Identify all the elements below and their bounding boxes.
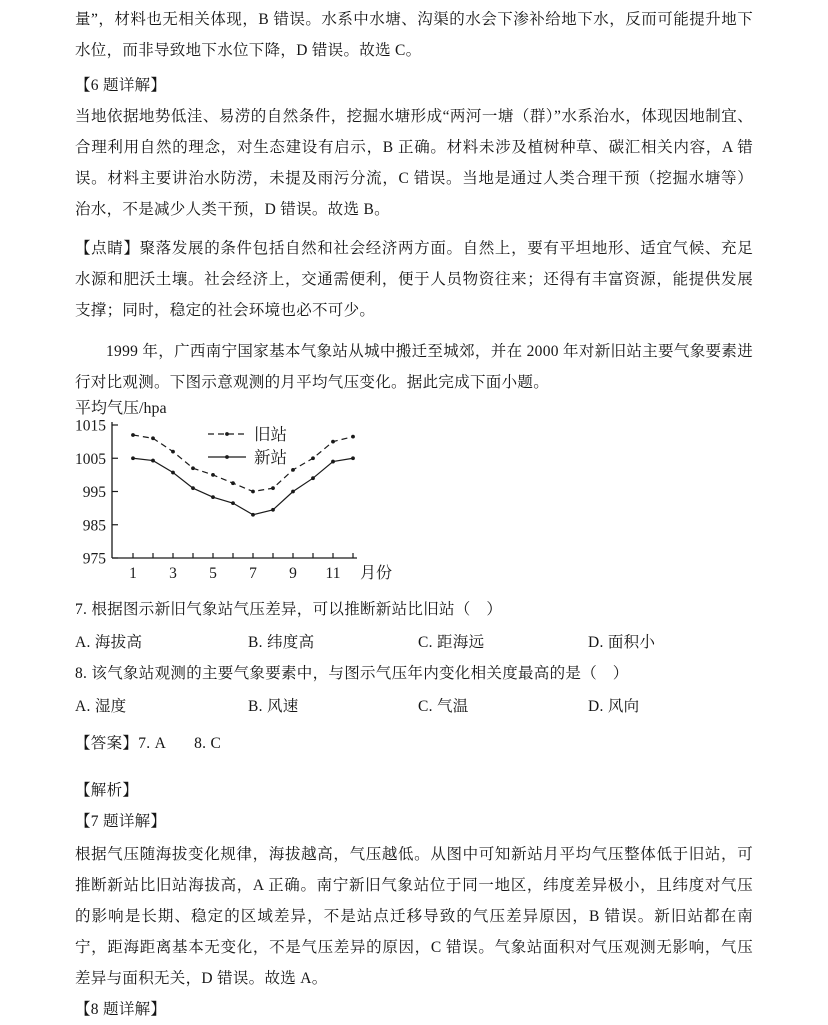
question-8-stem: 8. 该气象站观测的主要气象要素中，与图示气压年内变化相关度最高的是（ ） bbox=[75, 665, 629, 682]
question-8-options bbox=[75, 691, 753, 722]
svg-text:11: 11 bbox=[325, 565, 341, 582]
pressure-line-chart bbox=[75, 400, 753, 594]
svg-text:3: 3 bbox=[169, 565, 177, 582]
pressure-line-chart-svg bbox=[75, 400, 420, 592]
svg-text:新站: 新站 bbox=[254, 448, 287, 467]
question-7-stem: 7. 根据图示新旧气象站气压差异，可以推断新站比旧站（ ） bbox=[75, 601, 503, 618]
svg-text:985: 985 bbox=[82, 517, 106, 535]
question-7-options bbox=[75, 627, 753, 658]
heading-q7-detail: 【7 题详解】 bbox=[75, 812, 167, 830]
svg-text:5: 5 bbox=[209, 565, 217, 582]
question-8 bbox=[75, 658, 753, 722]
paragraph-dianjing: 【点睛】聚落发展的条件包括自然和社会经济两方面。自然上，要有平坦地形、适宜气候、充足水源和肥沃土壤。社会经济上，交通需便利，便于人员物资往来；还得有丰富资源，能提供发展支撑；同时，稳定的社会环境也必不可少。 bbox=[75, 240, 753, 319]
q8-option-b: B. 风速 bbox=[248, 698, 299, 715]
answer-q8: 8. C bbox=[194, 735, 222, 752]
answer-label: 【答案】 bbox=[75, 735, 139, 752]
paragraph-q5-continuation: 量”，材料也无相关体现，B 错误。水系中水塘、沟渠的水会下渗补给地下水，反而可能提升地下水位，而非导致地下水位下降，D 错误。故选 C。 bbox=[75, 11, 753, 59]
svg-text:995: 995 bbox=[82, 484, 106, 501]
svg-text:旧站: 旧站 bbox=[254, 425, 287, 444]
svg-text:月份: 月份 bbox=[360, 565, 393, 582]
analysis-label: 【解析】 bbox=[75, 781, 139, 799]
svg-text:1: 1 bbox=[129, 565, 137, 582]
q8-option-d: D. 风向 bbox=[588, 698, 640, 715]
q8-option-a: A. 湿度 bbox=[75, 698, 127, 715]
paragraph-q7-detail: 根据气压随海拔变化规律，海拔越高，气压越低。从图中可知新站月平均气压整体低于旧站，可推断新站比旧站海拔高，A 正确。南宁新旧气象站位于同一地区，纬度差异极小，且纬度对气压的影响是长期、稳定的区域差异，不是站点迁移导致的气压差异原因，B 错误。新旧站都在南宁，距海距离基本无变化，不是气压差异的原因，C 错误。气象站面积对气压观测无影响，气压差异与面积无关，D 错误。故选 A。 bbox=[75, 845, 753, 987]
q7-option-d: D. 面积小 bbox=[588, 634, 656, 651]
svg-text:7: 7 bbox=[249, 565, 257, 582]
question-7 bbox=[75, 594, 753, 658]
answer-q7: 7. A bbox=[138, 735, 167, 752]
heading-q6-detail: 【6 题详解】 bbox=[75, 77, 167, 94]
svg-text:平均气压/hpa: 平均气压/hpa bbox=[75, 400, 167, 417]
paragraph-q6-detail: 当地依据地势低洼、易涝的自然条件，挖掘水塘形成“两河一塘（群）”水系治水，体现因地制宜、合理利用自然的理念，对生态建设有启示，B 正确。材料未涉及植树种草、碳汇相关内容，A 错误。材料主要讲治水防涝，未提及雨污分流，C 错误。当地是通过人类合理干预（挖掘水塘等）治水，不是减少人类干预，D 错误。故选 B。 bbox=[75, 108, 753, 218]
paragraph-material-intro: 1999 年，广西南宁国家基本气象站从城中搬迁至城郊，并在 2000 年对新旧站主要气象要素进行对比观测。下图示意观测的月平均气压变化。据此完成下面小题。 bbox=[75, 343, 753, 391]
heading-q8-detail: 【8 题详解】 bbox=[75, 1000, 167, 1018]
answer-line bbox=[75, 728, 753, 759]
q7-option-a: A. 海拔高 bbox=[75, 634, 143, 651]
q7-option-b: B. 纬度高 bbox=[248, 634, 315, 651]
svg-text:975: 975 bbox=[82, 550, 106, 568]
svg-text:1015: 1015 bbox=[75, 417, 106, 435]
svg-text:1005: 1005 bbox=[75, 450, 106, 468]
q7-option-c: C. 距海远 bbox=[418, 634, 485, 651]
q8-option-c: C. 气温 bbox=[418, 698, 469, 715]
svg-text:9: 9 bbox=[289, 565, 297, 582]
